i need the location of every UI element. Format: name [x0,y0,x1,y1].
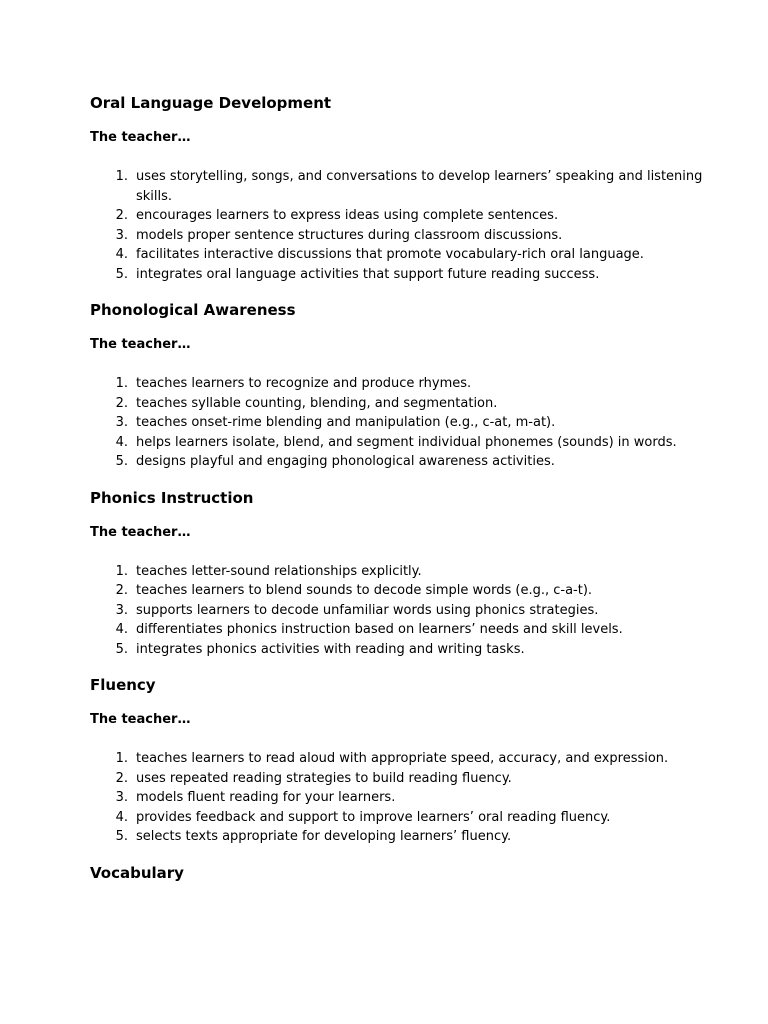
list-item [90,788,710,808]
section-lead: The teacher… [90,130,191,145]
list-number: 1. [115,376,128,391]
list-number: 3. [115,227,128,243]
section-lead: The teacher… [90,712,191,727]
list-item-text: teaches letter-sound relationships explicitly. [136,563,422,579]
list-item-text: models proper sentence structures during classroom discussions. [136,227,563,243]
list-item [90,601,710,621]
list-item-text: facilitates interactive discussions that promote vocabulary-rich oral language. [136,247,644,262]
list-number: 4. [115,622,128,637]
list-number: 4. [115,809,128,825]
list-number: 3. [115,790,128,805]
numbered-list [90,374,710,472]
section-phonics-instruction [90,486,710,660]
numbered-list [90,167,710,284]
list-item-text: teaches syllable counting, blending, and segmentation. [136,395,498,411]
list-item [90,167,710,206]
section-phonological-awareness [90,298,710,472]
list-number: 2. [115,395,128,411]
list-number: 4. [115,247,128,262]
list-item [90,374,710,394]
list-item [90,206,710,226]
list-number: 5. [115,829,128,844]
section-lead: The teacher… [90,524,191,540]
list-item [90,245,710,265]
list-item [90,562,710,582]
list-item [90,749,710,769]
document-page [90,91,710,885]
list-number: 5. [115,641,128,657]
list-item-text: provides feedback and support to improve learners’ oral reading fluency. [136,809,611,825]
list-number: 1. [115,751,128,766]
list-item-text: uses storytelling, songs, and conversations to develop learners’ speaking and listening skills. [136,169,703,204]
section-lead: The teacher… [90,337,191,352]
list-number: 1. [115,563,128,579]
list-item-text: selects texts appropriate for developing learners’ fluency. [136,829,512,844]
list-item-text: models fluent reading for your learners. [136,790,396,805]
list-item-text: integrates phonics activities with reading and writing tasks. [136,641,525,657]
list-number: 4. [115,434,128,450]
list-item [90,827,710,847]
list-item [90,581,710,601]
list-item-text: teaches onset-rime blending and manipulation (e.g., c-at, m-at). [136,415,556,430]
list-item-text: uses repeated reading strategies to build reading fluency. [136,770,512,786]
section-heading: Phonics Instruction [90,488,254,507]
list-item-text: helps learners isolate, blend, and segment individual phonemes (sounds) in words. [136,434,677,450]
section-heading: Phonological Awareness [90,301,296,319]
list-item-text: integrates oral language activities that support future reading success. [136,266,600,282]
list-number: 2. [115,208,128,223]
numbered-list [90,749,710,847]
section-oral-language [90,91,710,284]
list-item [90,452,710,472]
list-item-text: supports learners to decode unfamiliar words using phonics strategies. [136,602,599,618]
list-item [90,640,710,660]
section-heading: Oral Language Development [90,94,332,112]
list-item [90,265,710,285]
list-number: 2. [115,583,128,598]
list-number: 5. [115,454,128,469]
list-item [90,394,710,414]
list-item [90,769,710,789]
list-item [90,433,710,453]
list-number: 2. [115,770,128,786]
list-item-text: differentiates phonics instruction based on learners’ needs and skill levels. [136,622,623,637]
list-number: 3. [115,415,128,430]
list-item-text: teaches learners to read aloud with appropriate speed, accuracy, and expression. [136,751,669,766]
list-item [90,226,710,246]
list-item-text: designs playful and engaging phonological awareness activities. [136,454,555,469]
numbered-list [90,562,710,660]
list-number: 5. [115,266,128,282]
list-item [90,620,710,640]
list-number: 1. [115,169,128,184]
section-heading-vocabulary: Vocabulary [90,863,184,882]
section-fluency [90,673,710,847]
list-item [90,413,710,433]
section-heading: Fluency [90,676,156,694]
list-item-text: encourages learners to express ideas using complete sentences. [136,208,559,223]
list-item-text: teaches learners to recognize and produce rhymes. [136,376,472,391]
list-number: 3. [115,602,128,618]
list-item-text: teaches learners to blend sounds to decode simple words (e.g., c-a-t). [136,583,593,598]
list-item [90,808,710,828]
